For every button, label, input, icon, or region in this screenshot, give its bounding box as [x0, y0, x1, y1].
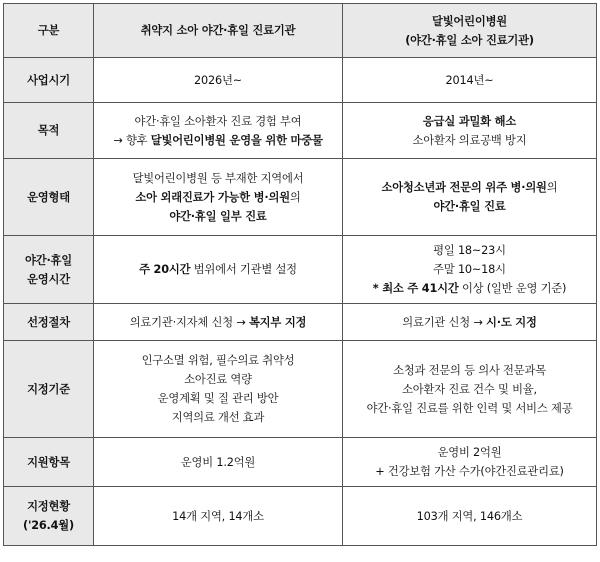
- cell-line: [100, 408, 336, 427]
- bold-text: 시·도 지정: [486, 315, 537, 329]
- row-label: [4, 58, 94, 103]
- cell-line: [100, 71, 336, 90]
- row-label: [4, 341, 94, 438]
- header-row: [4, 4, 597, 58]
- cell-line: [100, 207, 336, 226]
- row-label-line: ('26.4월): [23, 519, 74, 532]
- cell-rural-clinic: [94, 341, 343, 438]
- cell-text: 야간·휴일 진료를 위한 인력 및 서비스 제공: [366, 401, 573, 415]
- row-label-line: 지원항목: [27, 455, 70, 469]
- cell-moonlight-hospital: [343, 58, 597, 103]
- cell-moonlight-hospital: [343, 304, 597, 341]
- cell-text: 의료기관 신청 →: [402, 315, 487, 329]
- row-label-line: 지정기준: [27, 382, 70, 396]
- row-label-line: 운영형태: [27, 190, 70, 204]
- table-row: [4, 487, 597, 546]
- row-label: [4, 236, 94, 304]
- cell-line: [349, 462, 590, 481]
- cell-moonlight-hospital: [343, 103, 597, 159]
- table-row: [4, 438, 597, 487]
- cell-line: [100, 389, 336, 408]
- header-moonlight-childrens-hospital: [343, 4, 597, 58]
- cell-text: 운영비 2억원: [437, 446, 502, 459]
- cell-moonlight-hospital: [343, 159, 597, 236]
- cell-moonlight-hospital: [343, 236, 597, 304]
- cell-rural-clinic: [94, 159, 343, 236]
- bold-text: 복지부 지정: [248, 315, 307, 329]
- cell-moonlight-hospital: [343, 487, 597, 546]
- cell-line: [100, 351, 336, 370]
- cell-line: [100, 453, 336, 472]
- bold-text: 달빛어린이병원 운영을 위한 마중물: [150, 133, 323, 147]
- row-label: [4, 159, 94, 236]
- cell-text: 103개 지역, 146개소: [416, 509, 523, 523]
- bold-text: 주 20시간: [139, 263, 191, 276]
- row-label: [4, 304, 94, 341]
- row-label-line: 야간·휴일: [25, 253, 72, 267]
- cell-text: 소아환자 진료 건수 및 비율,: [402, 382, 537, 396]
- cell-text: 지역의료 개선 효과: [171, 411, 265, 424]
- cell-line: [349, 260, 590, 279]
- cell-text: 14개 지역, 14개소: [172, 509, 264, 523]
- table-row: [4, 236, 597, 304]
- cell-rural-clinic: [94, 103, 343, 159]
- cell-line: [349, 361, 590, 380]
- row-label-line: 선정절차: [27, 315, 70, 329]
- cell-line: [349, 313, 590, 332]
- row-label-line: 운영시간: [27, 272, 70, 286]
- bold-text: 야간·휴일 일부 진료: [169, 209, 267, 223]
- table-row: [4, 304, 597, 341]
- row-label: [4, 438, 94, 487]
- table-row: [4, 103, 597, 159]
- row-label-line: 사업시기: [27, 73, 70, 87]
- cell-text: 소아환자 의료공백 방지: [412, 133, 527, 147]
- cell-line: [349, 380, 590, 399]
- cell-text: 인구소멸 위험, 필수의료 취약성: [141, 354, 295, 367]
- cell-line: [100, 169, 336, 188]
- cell-rural-clinic: [94, 236, 343, 304]
- cell-line: [349, 112, 590, 131]
- cell-line: [349, 131, 590, 150]
- cell-line: [349, 507, 590, 526]
- cell-text: 의료기관·지자체 신청 →: [129, 315, 249, 329]
- cell-text: 의: [546, 181, 558, 194]
- cell-line: [100, 507, 336, 526]
- cell-text: 이상 (일반 운영 기준): [458, 282, 567, 295]
- table-row: [4, 58, 597, 103]
- cell-line: [349, 197, 590, 216]
- cell-text: 소청과 전문의 등 의사 전문과목: [393, 363, 546, 377]
- cell-line: [349, 443, 590, 462]
- cell-line: [349, 241, 590, 260]
- cell-text: 소아진료 역량: [184, 373, 252, 386]
- row-label-line: 지정현황: [27, 500, 70, 513]
- cell-line: [100, 188, 336, 207]
- table-row: [4, 341, 597, 438]
- cell-line: [100, 370, 336, 389]
- cell-text: 달빛어린이병원 등 부재한 지역에서: [132, 171, 304, 185]
- bold-text: 소아청소년과 전문의 위주 병·의원: [381, 181, 547, 194]
- cell-line: [100, 112, 336, 131]
- header-category: 구분: [4, 4, 94, 58]
- header-col2-line2: (야간·휴일 소아 진료기관): [405, 33, 534, 47]
- cell-text: 의: [289, 190, 301, 204]
- cell-text: 평일 18~23시: [433, 244, 506, 257]
- header-rural-pediatric-clinic: 취약지 소아 야간·휴일 진료기관: [94, 4, 343, 58]
- row-label: [4, 487, 94, 546]
- cell-rural-clinic: [94, 438, 343, 487]
- header-col2-line1: 달빛어린이병원: [432, 14, 507, 28]
- cell-line: [349, 279, 590, 298]
- cell-text: 야간·휴일 소아환자 진료 경험 부여: [134, 114, 302, 128]
- cell-rural-clinic: [94, 58, 343, 103]
- cell-line: [349, 71, 590, 90]
- cell-line: [100, 313, 336, 332]
- table-row: [4, 159, 597, 236]
- cell-line: [349, 178, 590, 197]
- row-label-line: 목적: [37, 124, 60, 137]
- row-label: [4, 103, 94, 159]
- comparison-table: [3, 3, 597, 546]
- cell-rural-clinic: [94, 487, 343, 546]
- cell-text: → 향후: [113, 133, 151, 147]
- cell-moonlight-hospital: [343, 341, 597, 438]
- cell-text: 운영계획 및 질 관리 방안: [157, 392, 279, 405]
- cell-text: 2026년~: [194, 73, 242, 87]
- cell-moonlight-hospital: [343, 438, 597, 487]
- cell-rural-clinic: [94, 304, 343, 341]
- cell-text: 범위에서 기관별 설정: [190, 263, 297, 276]
- cell-text: 주말 10~18시: [433, 263, 506, 276]
- cell-text: 2014년~: [445, 73, 494, 87]
- cell-line: [100, 131, 336, 150]
- bold-text: 소아 외래진료가 가능한 병·의원: [135, 190, 290, 204]
- cell-line: [100, 260, 336, 279]
- cell-text: + 건강보험 가산 수가(야간진료관리료): [375, 465, 564, 478]
- bold-text: 응급실 과밀화 해소: [422, 114, 517, 128]
- bold-text: 야간·휴일 진료: [433, 200, 506, 213]
- bold-text: * 최소 주 41시간: [372, 282, 459, 295]
- cell-line: [349, 399, 590, 418]
- cell-text: 운영비 1.2억원: [180, 455, 256, 469]
